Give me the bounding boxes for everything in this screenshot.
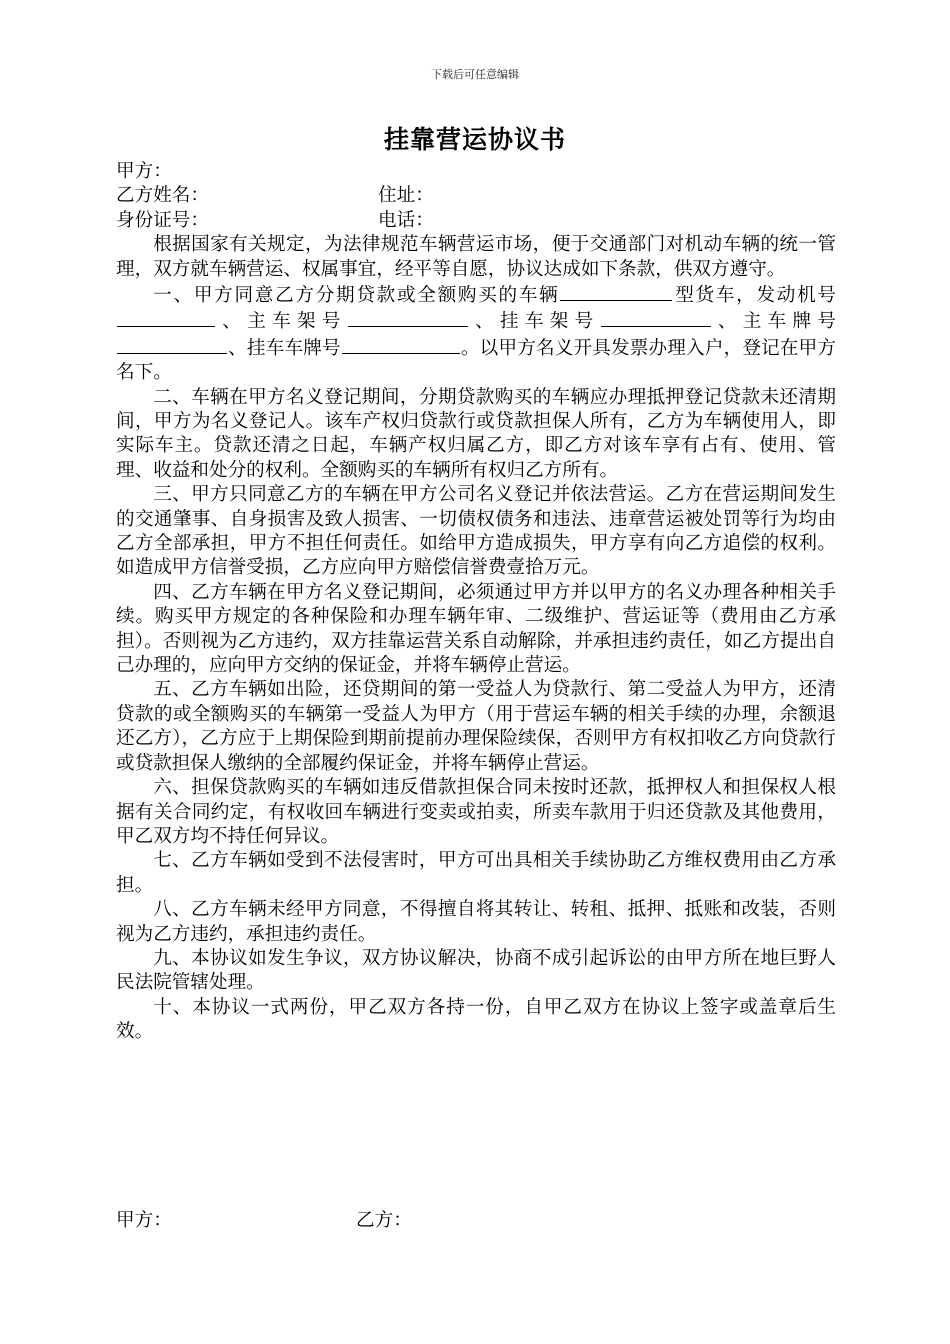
clause1-part7: 。以甲方名义开具发票办理入户，登记在甲方名下。: [116, 337, 836, 384]
clause1-part3: 、主车架号: [216, 311, 347, 333]
vehicle-model-blank: [560, 282, 672, 301]
document-body: [116, 160, 836, 1045]
party-b-name-label: 乙方姓名：: [116, 185, 209, 207]
main-frame-number-blank: [348, 308, 468, 327]
clause1-part4: 、挂车架号: [468, 311, 600, 333]
party-b-name-row: [116, 184, 836, 208]
engine-number-blank: [117, 308, 215, 327]
trailer-plate-number-blank: [342, 335, 460, 354]
document-title: 挂靠营运协议书: [383, 125, 566, 154]
clause-5: 五、乙方车辆如出险，还贷期间的第一受益人为贷款行、第二受益人为甲方，还清贷款的或全额购买的车辆第一受益人为甲方（用于营运车辆的相关手续的办理，余额退还乙方），乙方应于上期保险到期前提前办理保险续保，否则甲方有权扣收乙方向贷款行或贷款担保人缴纳的全部履约保证金，并将车辆停止营运。: [116, 679, 836, 774]
clause-3: 三、甲方只同意乙方的车辆在甲方公司名义登记并依法营运。乙方在营运期间发生的交通肇事、自身损害及致人损害、一切债权债务和违法、违章营运被处罚等行为均由乙方全部承担，甲方不担任何责任。如给甲方造成损失，甲方享有向乙方追偿的权利。如造成甲方信誉受损，乙方应向甲方赔偿信誉费壹拾万元。: [116, 484, 836, 579]
clause-2: 二、车辆在甲方名义登记期间，分期贷款购买的车辆应办理抵押登记贷款未还清期间，甲方为名义登记人。该车产权归贷款行或贷款担保人所有，乙方为车辆使用人，即实际车主。贷款还清之日起，车辆产权归属乙方，即乙方对该车享有占有、使用、管理、收益和处分的权利。全额购买的车辆所有权归乙方所有。: [116, 386, 836, 481]
clause-1: [116, 282, 836, 386]
clause-6: 六、担保贷款购买的车辆如违反借款担保合同未按时还款，抵押权人和担保权人根据有关合同约定，有权收回车辆进行变卖或拍卖，所卖车款用于归还贷款及其他费用，甲乙双方均不持任何异议。: [116, 777, 836, 847]
clause1-part6: 、挂车车牌号: [228, 337, 341, 359]
main-plate-number-blank: [117, 335, 227, 354]
address-label: 住址：: [378, 185, 434, 207]
signature-party-a: 甲方：: [116, 1210, 172, 1231]
signature-party-b: 乙方：: [356, 1210, 412, 1231]
party-a-line: 甲方：: [116, 161, 172, 182]
clause-4: 四、乙方车辆在甲方名义登记期间，必须通过甲方并以甲方的名义办理各种相关手续。购买甲方规定的各种保险和办理车辆年审、二级维护、营运证等（费用由乙方承担）。否则视为乙方违约，双方挂靠运营关系自动解除，并承担违约责任，如乙方提出自己办理的，应向甲方交纳的保证金，并将车辆停止营运。: [116, 581, 836, 677]
clause1-part1: 一、甲方同意乙方分期贷款或全额购买的车辆: [153, 284, 560, 306]
header-note: 下载后可任意编辑: [431, 68, 519, 81]
id-row: [116, 209, 836, 233]
id-label: 身份证号：: [116, 209, 209, 231]
clause1-part2: 型货车，发动机号: [673, 284, 836, 306]
phone-label: 电话：: [378, 209, 434, 231]
clause-10: 十、本协议一式两份，甲乙双方各持一份，自甲乙双方在协议上签字或盖章后生效。: [116, 996, 836, 1043]
intro-paragraph: 根据国家有关规定，为法律规范车辆营运市场，便于交通部门对机动车辆的统一管理，双方就车辆营运、权属事宜，经平等自愿，协议达成如下条款，供双方遵守。: [116, 234, 836, 280]
trailer-frame-number-blank: [601, 308, 711, 327]
clause1-part5: 、主车牌号: [711, 311, 836, 333]
clause-8: 八、乙方车辆未经甲方同意，不得擅自将其转让、转租、抵押、抵账和改装，否则视为乙方违约，承担违约责任。: [116, 899, 836, 945]
clause-7: 七、乙方车辆如受到不法侵害时，甲方可出具相关手续协助乙方维权费用由乙方承担。: [116, 850, 836, 896]
clause-9: 九、本协议如发生争议，双方协议解决，协商不成引起诉讼的由甲方所在地巨野人民法院管辖处理。: [116, 947, 836, 994]
signature-row: [116, 1206, 836, 1232]
